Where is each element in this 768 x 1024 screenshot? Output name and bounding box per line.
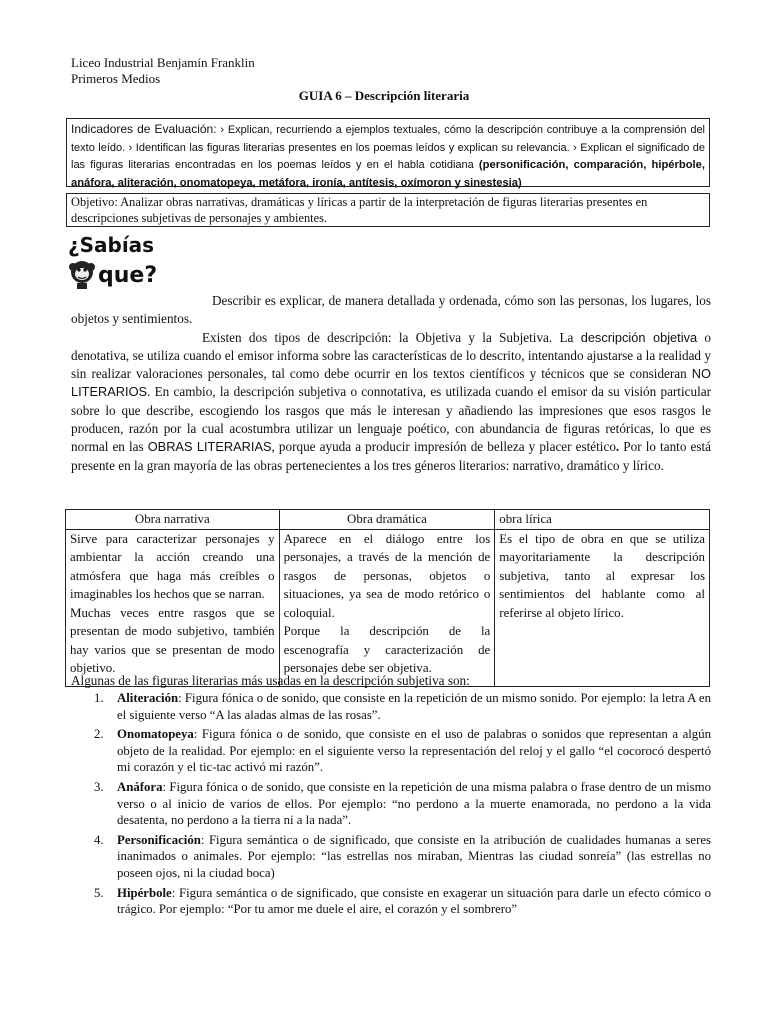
table-header-lirica: obra lírica [495,510,710,530]
objective-box: Objetivo: Analizar obras narrativas, dramáticas y líricas a partir de la interpretación de figuras literarias presentes en descripciones subjetivas de personajes y ambientes. [66,193,710,227]
table-header-row [66,510,710,530]
evaluation-indicators-box [66,118,710,187]
figure-name: Hipérbole [117,885,172,900]
figure-definition: : Figura semántica o de significado, que consiste en exagerar un situación para darle un efecto cómico o trágico. Por ejemplo: “Por tu amor me duele el aire, el corazón y el sombrero” [117,885,711,917]
figure-name: Personificación [117,832,201,847]
intro-paragraph-2: Existen dos tipos de descripción: la Objetiva y la Subjetiva. La descripción objetiva o denotativa, se utiliza cuando el emisor informa sobre las características de lo descrito, intentando ajustarse a la realidad y sin realizar valoraciones personales, tal como debe ocurrir en los textos científicos y técnicos que se consideran NO LITERARIOS. En cambio, la descripción subjetiva o connotativa, es utilizada cuando el emisor da su visión particular sobre lo que describe, escogiendo los rasgos que más le interesan y añadiendo las impresiones que esos rasgos le producen, razón por la cual acostumbra utilizar un lenguaje poético, con abundancia de figuras retóricas, lo que es normal en las OBRAS LITERARIAS, porque ayuda a producir impresión de belleza y placer estético. Por lo tanto está presente en la gran mayoría de las obras pertenecientes a los tres géneros literarios: narrativo, dramático y lírico. [71,329,712,473]
figure-definition: : Figura fónica o de sonido, que consiste en la repetición de una misma palabra o frase dentro de un mismo verso o al inicio de varios de ellos. Por ejemplo: “no perdono a la muerte enamorada, no perdono a la vida desatenta, no perdono a la tierra ni a la nada”. [117,779,711,828]
figures-intro: Algunas de las figuras literarias más usadas en la descripción subjetiva son: [71,673,470,688]
table-cell-dramatica: Aparece en el diálogo entre los personajes, a través de la mención de rasgos de personas, objetos o situaciones, ya sea de modo retórico o coloquial. Porque la descripción de la escenografía y caracterización de personajes debe ser objetiva. [279,529,495,686]
figure-definition: : Figura semántica o de significado, que consiste en la atribución de cualidades humanas a seres inanimados o animales. Por ejemplo: “las estrellas nos miraban, Mientras las ciudad sonreía” (las estrellas no poseen ojos, ni la ciudad boca) [117,832,711,880]
figure-item [94,726,711,776]
grade-label: Primeros Medios [71,71,161,86]
table-row [66,529,710,686]
guide-title: GUIA 6 – Descripción literaria [298,88,470,103]
intro-text [71,292,711,475]
school-name: Liceo Industrial Benjamín Franklin [71,55,255,70]
intro-paragraph-1: Describir es explicar, de manera detallada y ordenada, cómo son las personas, los lugares, los objetos y sentimientos. [71,293,711,327]
sabias-que-line1: ¿Sabías [68,233,155,257]
table-header-dramatica: Obra dramática [279,510,495,530]
figure-number: 4. [94,832,104,847]
indicators-figures-list: (personificación, comparación, hipérbole, anáfora, aliteración, onomatopeya, metáfora, ironía, antítesis, oxímoron y sinestesia) [71,159,705,189]
works-description-table [65,509,710,687]
table-header-narrativa: Obra narrativa [66,510,280,530]
figure-item [94,690,711,723]
table-cell-narrativa: Sirve para caracterizar personajes y ambientar la acción creando una atmósfera que haga más creíbles o imaginables los hechos que se narran. Muchas veces entre rasgos que se presentan de modo subjetivo, también hay varios que se presentan de modo objetivo. [66,529,280,686]
figure-name: Anáfora [117,779,163,794]
figure-number: 1. [94,691,104,705]
figure-item [94,779,711,829]
figure-name: Onomatopeya [117,727,194,742]
figure-number: 3. [94,779,104,794]
indicators-label: Indicadores de Evaluación: [71,122,217,136]
monkey-icon [69,261,95,289]
sabias-que-line2: que? [98,263,158,288]
figures-list [94,690,711,921]
table-cell-lirica: Es el tipo de obra en que se utiliza mayoritariamente la descripción subjetiva, tanto al expresar los sentimientos del hablante como al referirse al objeto lírico. [495,529,710,686]
figure-number: 2. [94,727,104,742]
figure-number: 5. [94,885,104,900]
indicators-text: › Explican, recurriendo a ejemplos textuales, cómo la descripción contribuye a la comprensión del texto leído. › Identifican las figuras literarias presentes en los poemas leídos y explican su relevancia. › Explican el significado de las figuras literarias encontradas en los poemas leídos y en el habla cotidiana [71,124,706,171]
sabias-que-logo [68,232,184,290]
figure-item [94,832,711,882]
figure-definition: : Figura fónica o de sonido, que consiste en el uso de palabras o sonidos que representan a algún objeto de la realidad. Por ejemplo: en el siguiente verso la representación del reloj y el gallo “el cocorocó despertó mi corazón y el tic-tac activó mi razón”. [117,727,711,775]
figure-definition: : Figura fónica o de sonido, que consiste en la repetición de un mismo sonido. Por ejemplo: la letra A en el siguiente verso “A las aladas almas de las rosas”. [117,691,711,722]
figure-name: Aliteración [117,691,179,705]
figure-item [94,885,711,918]
